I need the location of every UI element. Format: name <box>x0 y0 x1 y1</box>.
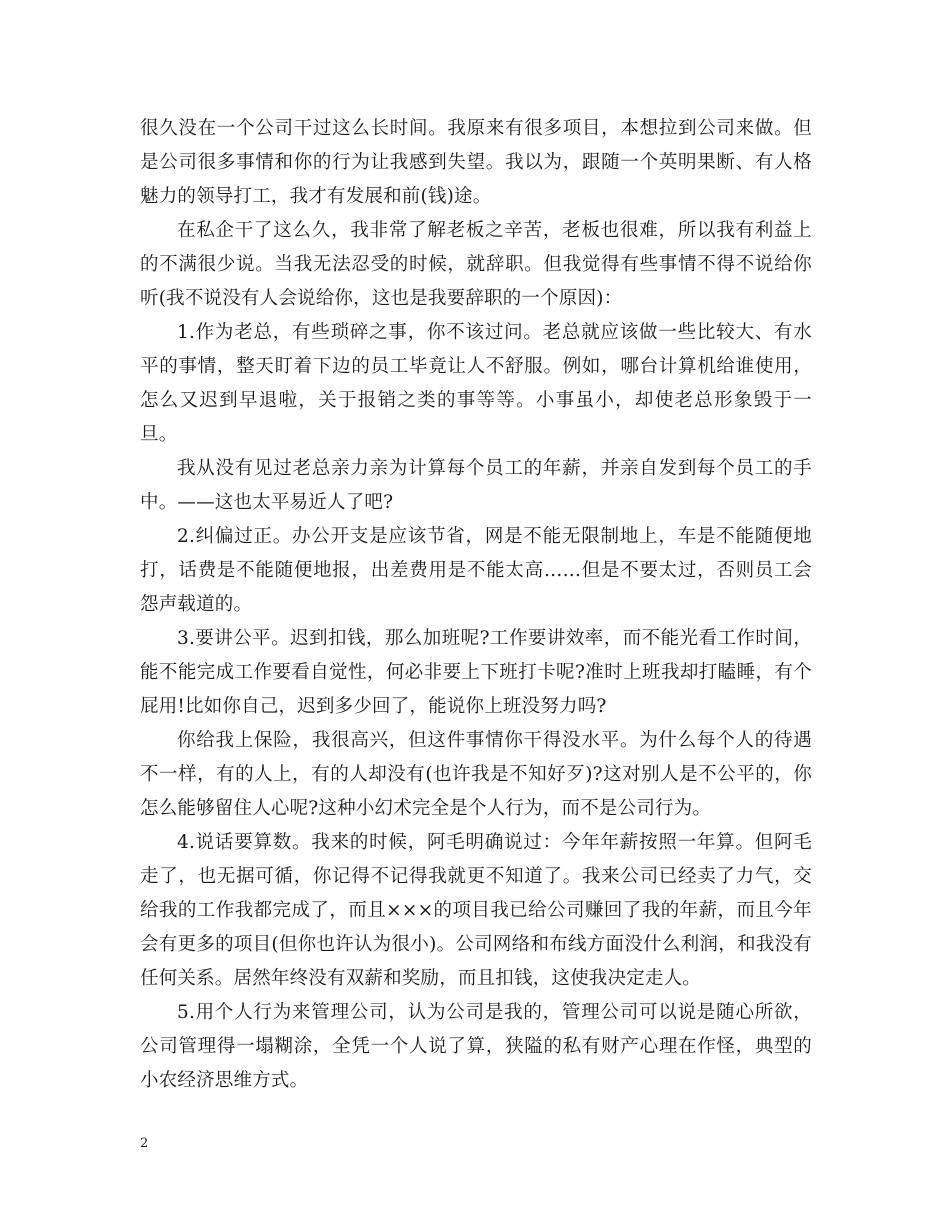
paragraph-2: 在私企干了这么久，我非常了解老板之辛苦，老板也很难，所以我有利益上的不满很少说。当我无法忍受的时候，就辞职。但我觉得有些事情不得不说给你听(我不说没有人会说给你，这也是我要辞职的一个原因)： <box>140 220 812 309</box>
paragraph-6: 3.要讲公平。迟到扣钱，那么加班呢?工作要讲效率，而不能光看工作时间，能不能完成工作要看自觉性，何必非要上下班打卡呢?准时上班我却打瞌睡，有个屁用!比如你自己，迟到多少回了，能说你上班没努力吗? <box>140 628 812 717</box>
paragraph-3: 1.作为老总，有些琐碎之事，你不该过问。老总就应该做一些比较大、有水平的事情，整天盯着下边的员工毕竟让人不舒服。例如，哪台计算机给谁使用，怎么又迟到早退啦，关于报销之类的事等等。小事虽小，却使老总形象毁于一旦。 <box>140 322 812 445</box>
paragraph-5: 2.纠偏过正。办公开支是应该节省，网是不能无限制地上，车是不能随便地打，话费是不能随便地报，出差费用是不能太高……但是不要太过，否则员工会怨声载道的。 <box>140 526 812 615</box>
paragraph-4: 我从没有见过老总亲力亲为计算每个员工的年薪，并亲自发到每个员工的手中。——这也太平易近人了吧? <box>140 458 812 513</box>
document-body <box>140 112 812 1098</box>
paragraph-1: 很久没在一个公司干过这么长时间。我原来有很多项目，本想拉到公司来做。但是公司很多事情和你的行为让我感到失望。我以为，跟随一个英明果断、有人格魅力的领导打工，我才有发展和前(钱)途。 <box>140 118 812 207</box>
paragraph-7: 你给我上保险，我很高兴，但这件事情你干得没水平。为什么每个人的待遇不一样，有的人上，有的人却没有(也许我是不知好歹)?这对别人是不公平的，你怎么能够留住人心呢?这种小幻术完全是个人行为，而不是公司行为。 <box>140 730 812 819</box>
paragraph-8: 4.说话要算数。我来的时候，阿毛明确说过：今年年薪按照一年算。但阿毛走了，也无据可循，你记得不记得我就更不知道了。我来公司已经卖了力气，交给我的工作我都完成了，而且×××的项目我已给公司赚回了我的年薪，而且今年会有更多的项目(但你也许认为很小)。公司网络和布线方面没什么利润，和我没有任何关系。居然年终没有双薪和奖励，而且扣钱，这使我决定走人。 <box>140 832 812 989</box>
paragraph-9: 5.用个人行为来管理公司，认为公司是我的，管理公司可以说是随心所欲，公司管理得一塌糊涂，全凭一个人说了算，狭隘的私有财产心理在作怪，典型的小农经济思维方式。 <box>140 1002 812 1091</box>
page-number: 2 <box>140 1136 149 1151</box>
